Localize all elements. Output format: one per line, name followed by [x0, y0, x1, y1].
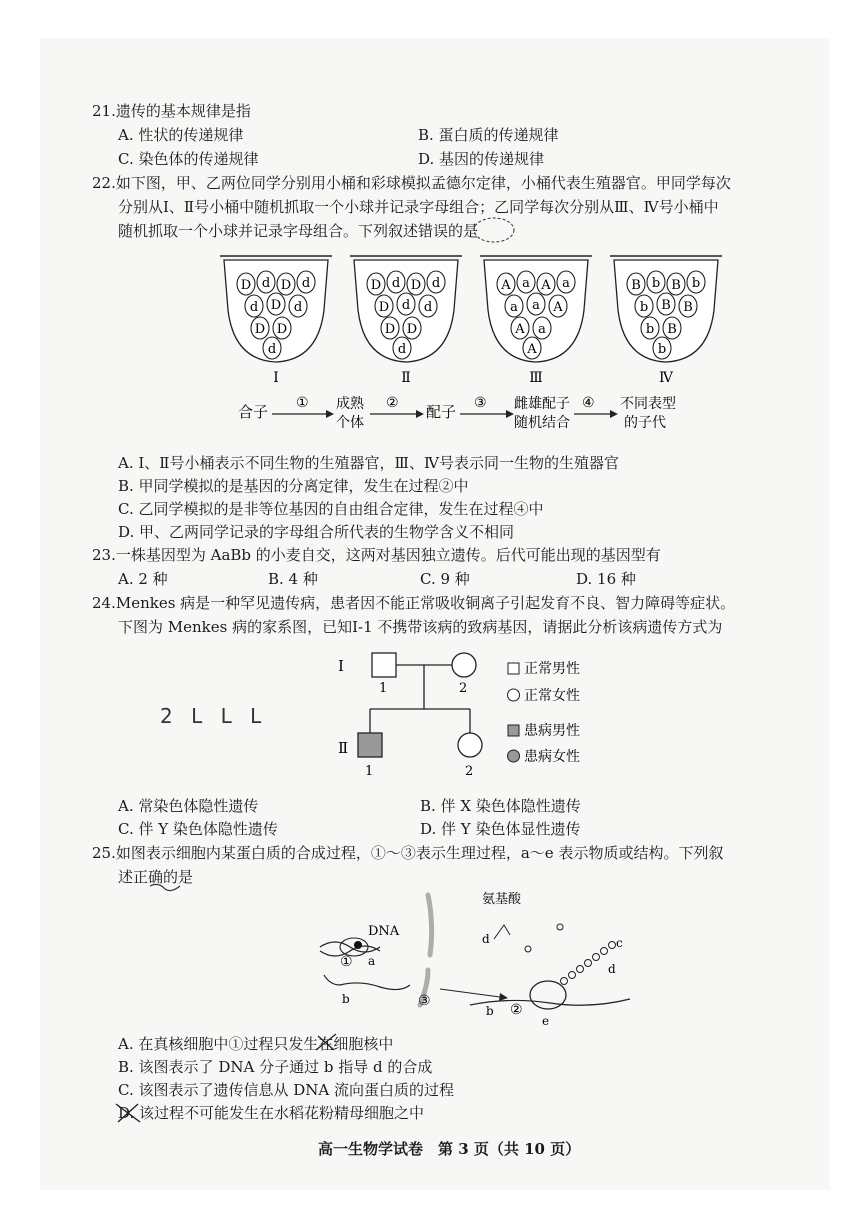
ball-letter: B	[671, 278, 681, 293]
pedigree-ii1-number: 1	[365, 764, 374, 779]
ball-letter: A	[501, 278, 511, 293]
q24-option-b: B. 伴 X 染色体隐性遗传	[420, 797, 581, 815]
ball-letter: d	[267, 342, 277, 357]
legend-affected-female-icon	[508, 750, 520, 762]
ball-letter: a	[562, 276, 570, 291]
ball-letter: b	[691, 276, 701, 291]
q24-option-a: A. 常染色体隐性遗传	[118, 797, 259, 815]
ball-letter: B	[683, 300, 693, 315]
ball-letter: B	[631, 278, 641, 293]
ball-letter: D	[240, 278, 252, 293]
reproduction-flow-diagram	[238, 392, 708, 440]
label-d-right: d	[608, 962, 616, 976]
ball-letter: d	[293, 300, 303, 315]
ball-letter: a	[510, 300, 518, 315]
ball-letter: d	[249, 300, 259, 315]
q25-stem-line1: 25.如图表示细胞内某蛋白质的合成过程，①～③表示生理过程，a～e 表示物质或结构。下列叙	[92, 844, 724, 862]
q23-option-b: B. 4 种	[268, 570, 318, 588]
ball-letter: b	[657, 342, 667, 357]
ball-letter: d	[397, 342, 407, 357]
label-c: c	[616, 936, 623, 950]
flow-start-label: 合子	[238, 403, 269, 421]
handwritten-underline	[148, 880, 184, 892]
q21-option-d: D. 基因的传递规律	[418, 150, 545, 168]
bucket-label: Ⅰ	[273, 370, 279, 386]
legend-normal-female-icon	[508, 689, 520, 701]
pedigree-i2-number: 2	[459, 681, 468, 696]
bucket-label: Ⅳ	[659, 370, 673, 386]
legend-normal-male: 正常男性	[524, 661, 580, 677]
ball-letter: d	[301, 276, 311, 291]
q22-option-c: C. 乙同学模拟的是非等位基因的自由组合定律，发生在过程④中	[118, 500, 544, 518]
ball-letter: d	[431, 276, 441, 291]
transport-arrow	[440, 989, 500, 997]
flow-step-1: ①	[296, 395, 309, 411]
bucket-1	[220, 256, 332, 386]
ball-letter: B	[661, 298, 671, 313]
label-a: a	[368, 954, 376, 968]
flow-step-2: ②	[386, 395, 399, 411]
legend-affected-male-icon	[508, 725, 519, 736]
q22-stem-line3: 随机抓取一个小球并记录字母组合。下列叙述错误的是	[118, 222, 479, 240]
legend-normal-male-icon	[508, 663, 519, 674]
ball-letter: D	[254, 322, 266, 337]
page-footer: 高一生物学试卷 第 3 页（共 10 页）	[318, 1140, 581, 1158]
nuclear-envelope	[428, 895, 432, 955]
q25-stem-line2: 述正确的是	[118, 868, 194, 886]
ball-letter: D	[378, 300, 390, 315]
ball-letter: d	[423, 300, 433, 315]
bucket-2	[350, 256, 462, 386]
ribosome-icon	[530, 981, 566, 1009]
ball-letter: A	[553, 300, 563, 315]
q22-option-a: A. Ⅰ、Ⅱ号小桶表示不同生物的生殖器官，Ⅲ、Ⅳ号表示同一生物的生殖器官	[118, 454, 619, 472]
bucket-3	[480, 256, 592, 386]
q24-stem-line2: 下图为 Menkes 病的家系图，已知Ⅰ-1 不携带该病的致病基因，请据此分析该病遗传方式为	[118, 618, 723, 636]
pedigree-i1-normal-male	[372, 653, 396, 677]
pedigree-i1-number: 1	[379, 681, 388, 696]
pedigree-ii1-affected-male	[358, 733, 382, 757]
flow-node-random: 随机结合	[514, 415, 570, 431]
flow-node-gametes: 雌雄配子	[514, 396, 570, 412]
trna-icon	[494, 925, 510, 939]
ball-letter: D	[280, 278, 292, 293]
q21-option-b: B. 蛋白质的传递规律	[418, 126, 559, 144]
flow-node-offspring: 的子代	[624, 415, 666, 431]
legend-affected-female: 患病女性	[524, 749, 580, 765]
flow-node-mature: 成熟	[336, 396, 364, 412]
step-2-label: ②	[510, 1002, 523, 1018]
q21-option-a: A. 性状的传递规律	[118, 126, 244, 144]
step-3-label: ③	[418, 993, 431, 1009]
pedigree-generation-2: Ⅱ	[338, 739, 349, 757]
ball-letter: D	[270, 298, 282, 313]
legend-normal-female: 正常女性	[524, 688, 580, 704]
ball-letter: b	[651, 276, 661, 291]
pedigree-i2-normal-female	[452, 653, 476, 677]
q22-stem-line1: 22.如下图，甲、乙两位同学分别用小桶和彩球模拟孟德尔定律，小桶代表生殖器官。甲同学每次	[92, 174, 731, 192]
q25-option-a: A. 在真核细胞中①过程只发生在细胞核中	[118, 1035, 394, 1053]
ball-letter: a	[522, 276, 530, 291]
bucket-label: Ⅱ	[401, 370, 411, 386]
ball-letter: a	[532, 298, 540, 313]
ball-letter: d	[261, 276, 271, 291]
pedigree-ii2-normal-female	[458, 733, 482, 757]
q24-stem-line1: 24.Menkes 病是一种罕见遗传病，患者因不能正常吸收铜离子引起发育不良、智力障碍等症状。	[92, 594, 736, 612]
flow-node-phenotypes: 不同表型	[620, 396, 676, 412]
ball-letter: A	[515, 322, 525, 337]
label-d-left: d	[482, 932, 490, 946]
q25-option-c: C. 该图表示了遗传信息从 DNA 流向蛋白质的过程	[118, 1081, 455, 1099]
pedigree-generation-1: Ⅰ	[338, 657, 344, 675]
q23-stem: 23.一株基因型为 AaBb 的小麦自交，这两对基因独立遗传。后代可能出现的基因型有	[92, 546, 661, 564]
flow-node-gamete: 配子	[426, 403, 457, 421]
ball-letter: D	[276, 322, 288, 337]
mrna-strand-icon	[324, 975, 410, 990]
protein-synthesis-diagram	[310, 885, 640, 1028]
q22-option-d: D. 甲、乙两同学记录的字母组合所代表的生物学含义不相同	[118, 523, 515, 541]
ball-letter: D	[384, 322, 396, 337]
ball-letter: a	[538, 322, 546, 337]
bucket-label: Ⅲ	[529, 370, 543, 386]
legend-affected-male: 患病男性	[524, 723, 580, 739]
ball-letter: A	[527, 342, 537, 357]
handwritten-strike-mark	[312, 1032, 340, 1054]
q24-option-d: D. 伴 Y 染色体显性遗传	[420, 820, 581, 838]
q22-option-b: B. 甲同学模拟的是基因的分离定律，发生在过程②中	[118, 477, 469, 495]
flow-step-3: ③	[474, 395, 487, 411]
ball-letter: B	[667, 322, 677, 337]
handwritten-circle-mark	[470, 216, 518, 246]
ball-letter: A	[541, 278, 551, 293]
q22-stem-line2: 分别从Ⅰ、Ⅱ号小桶中随机抓取一个小球并记录字母组合；乙同学每次分别从Ⅲ、Ⅳ号小桶中	[118, 198, 719, 216]
label-b-right: b	[486, 1004, 494, 1018]
q23-option-d: D. 16 种	[576, 570, 636, 588]
q23-option-a: A. 2 种	[118, 570, 168, 588]
label-dna: DNA	[368, 924, 400, 939]
mrna-cytoplasm-strand	[470, 999, 630, 1005]
ball-letter: d	[401, 298, 411, 313]
ball-letter: D	[410, 278, 422, 293]
pedigree-chart	[330, 645, 610, 790]
flow-step-4: ④	[582, 395, 595, 411]
q21-stem: 21.遗传的基本规律是指	[92, 102, 251, 120]
q23-option-c: C. 9 种	[420, 570, 470, 588]
handwritten-cross-mark	[112, 1100, 146, 1126]
ball-letter: d	[391, 276, 401, 291]
ball-letter: b	[639, 300, 649, 315]
label-amino-acid: 氨基酸	[482, 892, 522, 907]
ball-letter: D	[370, 278, 382, 293]
flow-node-individual: 个体	[336, 415, 364, 431]
ball-letter: b	[645, 322, 655, 337]
label-b-left: b	[342, 992, 350, 1006]
q25-option-b: B. 该图表示了 DNA 分子通过 b 指导 d 的合成	[118, 1058, 433, 1076]
q25-option-d: D. 该过程不可能发生在水稻花粉精母细胞之中	[118, 1104, 425, 1122]
rna-polymerase-icon	[354, 941, 362, 949]
label-e: e	[542, 1014, 550, 1028]
ball-letter: D	[406, 322, 418, 337]
pedigree-ii2-number: 2	[465, 764, 474, 779]
step-1-label: ①	[340, 954, 353, 970]
q21-option-c: C. 染色体的传递规律	[118, 150, 259, 168]
handwritten-note: 2 L L L	[160, 704, 268, 728]
q24-option-c: C. 伴 Y 染色体隐性遗传	[118, 820, 278, 838]
